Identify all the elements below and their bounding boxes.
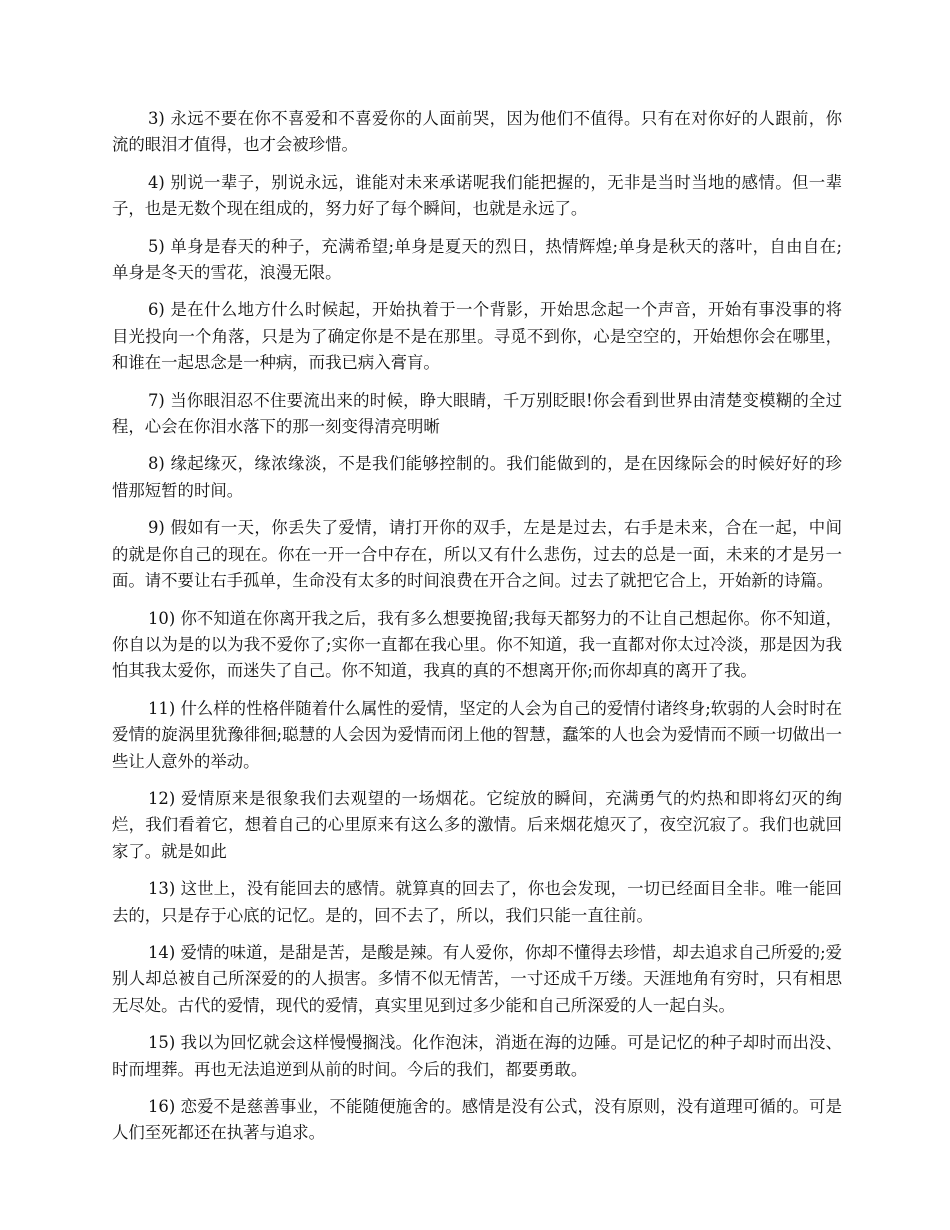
paragraph-3: 3) 永远不要在你不喜爱和不喜爱你的人面前哭，因为他们不值得。只有在对你好的人跟前，你流的眼泪才值得，也才会被珍惜。 — [112, 109, 842, 155]
paragraph-10: 10) 你不知道在你离开我之后，我有多么想要挽留;我每天都努力的不让自己想起你。你不知道，你自以为是的以为我不爱你了;实你一直都在我心里。你不知道，我一直都对你太过冷淡，那是因为我怕其我太爱你，而迷失了自己。你不知道，我真的真的不想离开你;而你却真的离开了我。 — [112, 608, 842, 681]
paragraph-5: 5) 单身是春天的种子，充满希望;单身是夏天的烈日，热情辉煌;单身是秋天的落叶，自由自在;单身是冬天的雪花，浪漫无限。 — [112, 236, 842, 283]
paragraph-15: 15) 我以为回忆就会这样慢慢搁浅。化作泡沫，消逝在海的边陲。可是记忆的种子却时而出没、时而埋葬。再也无法追逆到从前的时间。今后的我们，都要勇敢。 — [112, 1033, 842, 1079]
paragraph-14: 14) 爱情的味道，是甜是苦，是酸是辣。有人爱你，你却不懂得去珍惜，却去追求自己所爱的;爱别人却总被自己所深爱的的人损害。多情不似无情苦，一寸还成千万缕。天涯地角有穷时，只有相思无尽处。古代的爱情，现代的爱情，真实里见到过多少能和自己所深爱的人一起白头。 — [112, 942, 842, 1015]
paragraph-11: 11) 什么样的性格伴随着什么属性的爱情，坚定的人会为自己的爱情付诸终身;软弱的人会时时在爱情的旋涡里犹豫徘徊;聪慧的人会因为爱情而闭上他的智慧，蠢笨的人也会为爱情而不顾一切做出一些让人意外的举动。 — [112, 698, 842, 771]
document-body — [112, 106, 842, 1158]
paragraph-9: 9) 假如有一天，你丢失了爱情，请打开你的双手，左是是过去，右手是未来，合在一起，中间的就是你自己的现在。你在一开一合中存在，所以又有什么悲伤，过去的总是一面，未来的才是另一面。请不要让右手孤单，生命没有太多的时间浪费在开合之间。过去了就把它合上，开始新的诗篇。 — [112, 518, 842, 591]
paragraph-13: 13) 这世上，没有能回去的感情。就算真的回去了，你也会发现，一切已经面目全非。唯一能回去的，只是存于心底的记忆。是的，回不去了，所以，我们只能一直往前。 — [112, 879, 842, 925]
paragraph-16: 16) 恋爱不是慈善事业，不能随便施舍的。感情是没有公式，没有原则，没有道理可循的。可是人们至死都还在执著与追求。 — [112, 1097, 842, 1143]
paragraph-12: 12) 爱情原来是很象我们去观望的一场烟花。它绽放的瞬间，充满勇气的灼热和即将幻灭的绚烂，我们看着它，想着自己的心里原来有这么多的激情。后来烟花熄灭了，夜空沉寂了。我们也就回家了。就是如此 — [112, 788, 842, 861]
paragraph-6: 6) 是在什么地方什么时候起，开始执着于一个背影，开始思念起一个声音，开始有事没事的将目光投向一个角落，只是为了确定你是不是在那里。寻觅不到你，心是空空的，开始想你会在哪里，和谁在一起思念是一种病，而我已病入膏肓。 — [112, 300, 842, 373]
paragraph-4: 4) 别说一辈子，别说永远，谁能对未来承诺呢我们能把握的，无非是当时当地的感情。但一辈子，也是无数个现在组成的，努力好了每个瞬间，也就是永远了。 — [112, 172, 842, 219]
paragraph-7: 7) 当你眼泪忍不住要流出来的时候，睁大眼睛，千万别眨眼!你会看到世界由清楚变模糊的全过程，心会在你泪水落下的那一刻变得清亮明晰 — [112, 390, 842, 437]
paragraph-8: 8) 缘起缘灭，缘浓缘淡，不是我们能够控制的。我们能做到的，是在因缘际会的时候好好的珍惜那短暂的时间。 — [112, 454, 842, 500]
